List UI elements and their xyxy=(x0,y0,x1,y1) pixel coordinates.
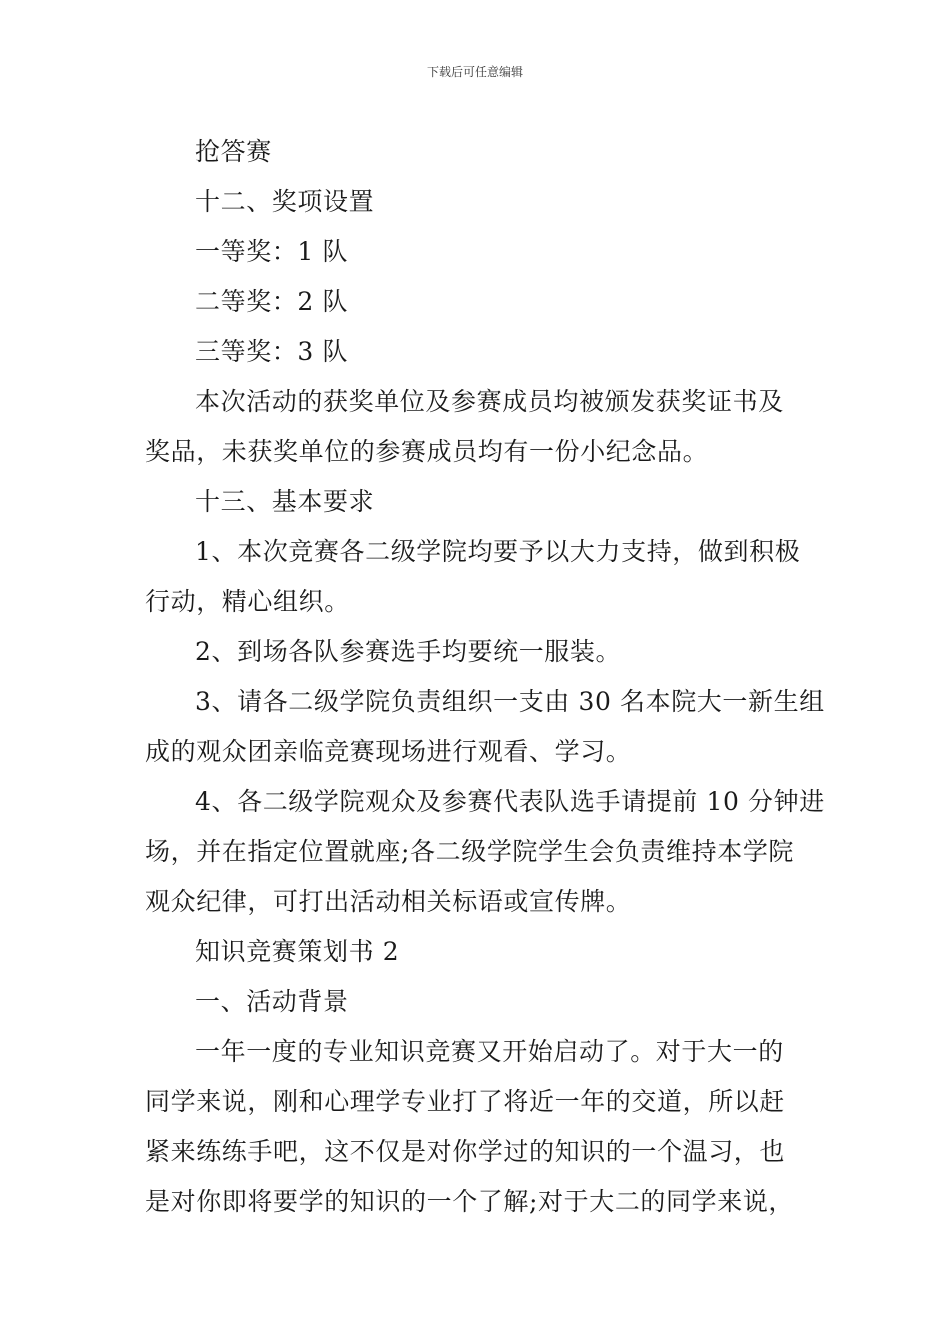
text-line: 4、各二级学院观众及参赛代表队选手请提前 10 分钟进 xyxy=(195,787,825,816)
section-heading-awards: 十二、奖项设置 xyxy=(195,187,375,216)
section-heading-background: 一、活动背景 xyxy=(195,987,349,1016)
text-line: 1、本次竞赛各二级学院均要予以大力支持，做到积极 xyxy=(195,537,801,566)
text-line: 是对你即将要学的知识的一个了解;对于大二的同学来说， xyxy=(145,1187,795,1216)
text-line: 本次活动的获奖单位及参赛成员均被颁发获奖证书及 xyxy=(195,387,784,416)
section-heading-requirements: 十三、基本要求 xyxy=(195,487,375,516)
text-line-first-prize: 一等奖：1 队 xyxy=(195,237,349,266)
text-line: 紧来练练手吧，这不仅是对你学过的知识的一个温习，也 xyxy=(145,1137,786,1166)
text-line: 奖品，未获奖单位的参赛成员均有一份小纪念品。 xyxy=(145,437,709,466)
document-body xyxy=(145,127,825,1227)
text-line: 观众纪律，可打出活动相关标语或宣传牌。 xyxy=(145,887,632,916)
page-header: 下载后可任意编辑 xyxy=(426,65,523,79)
text-line: 同学来说，刚和心理学专业打了将近一年的交道，所以赶 xyxy=(145,1087,786,1116)
text-line: 行动，精心组织。 xyxy=(145,587,350,616)
text-line-second-prize: 二等奖：2 队 xyxy=(195,287,349,316)
text-line: 3、请各二级学院负责组织一支由 30 名本院大一新生组 xyxy=(195,687,825,716)
text-line-quick-answer: 抢答赛 xyxy=(195,137,272,166)
text-line: 2、到场各队参赛选手均要统一服装。 xyxy=(195,637,622,666)
text-line: 一年一度的专业知识竞赛又开始启动了。对于大一的 xyxy=(195,1037,784,1066)
text-line: 成的观众团亲临竞赛现场进行观看、学习。 xyxy=(145,737,632,766)
document-subtitle: 知识竞赛策划书 2 xyxy=(195,937,400,966)
text-line-third-prize: 三等奖：3 队 xyxy=(195,337,349,366)
text-line: 场，并在指定位置就座;各二级学院学生会负责维持本学院 xyxy=(145,837,795,866)
